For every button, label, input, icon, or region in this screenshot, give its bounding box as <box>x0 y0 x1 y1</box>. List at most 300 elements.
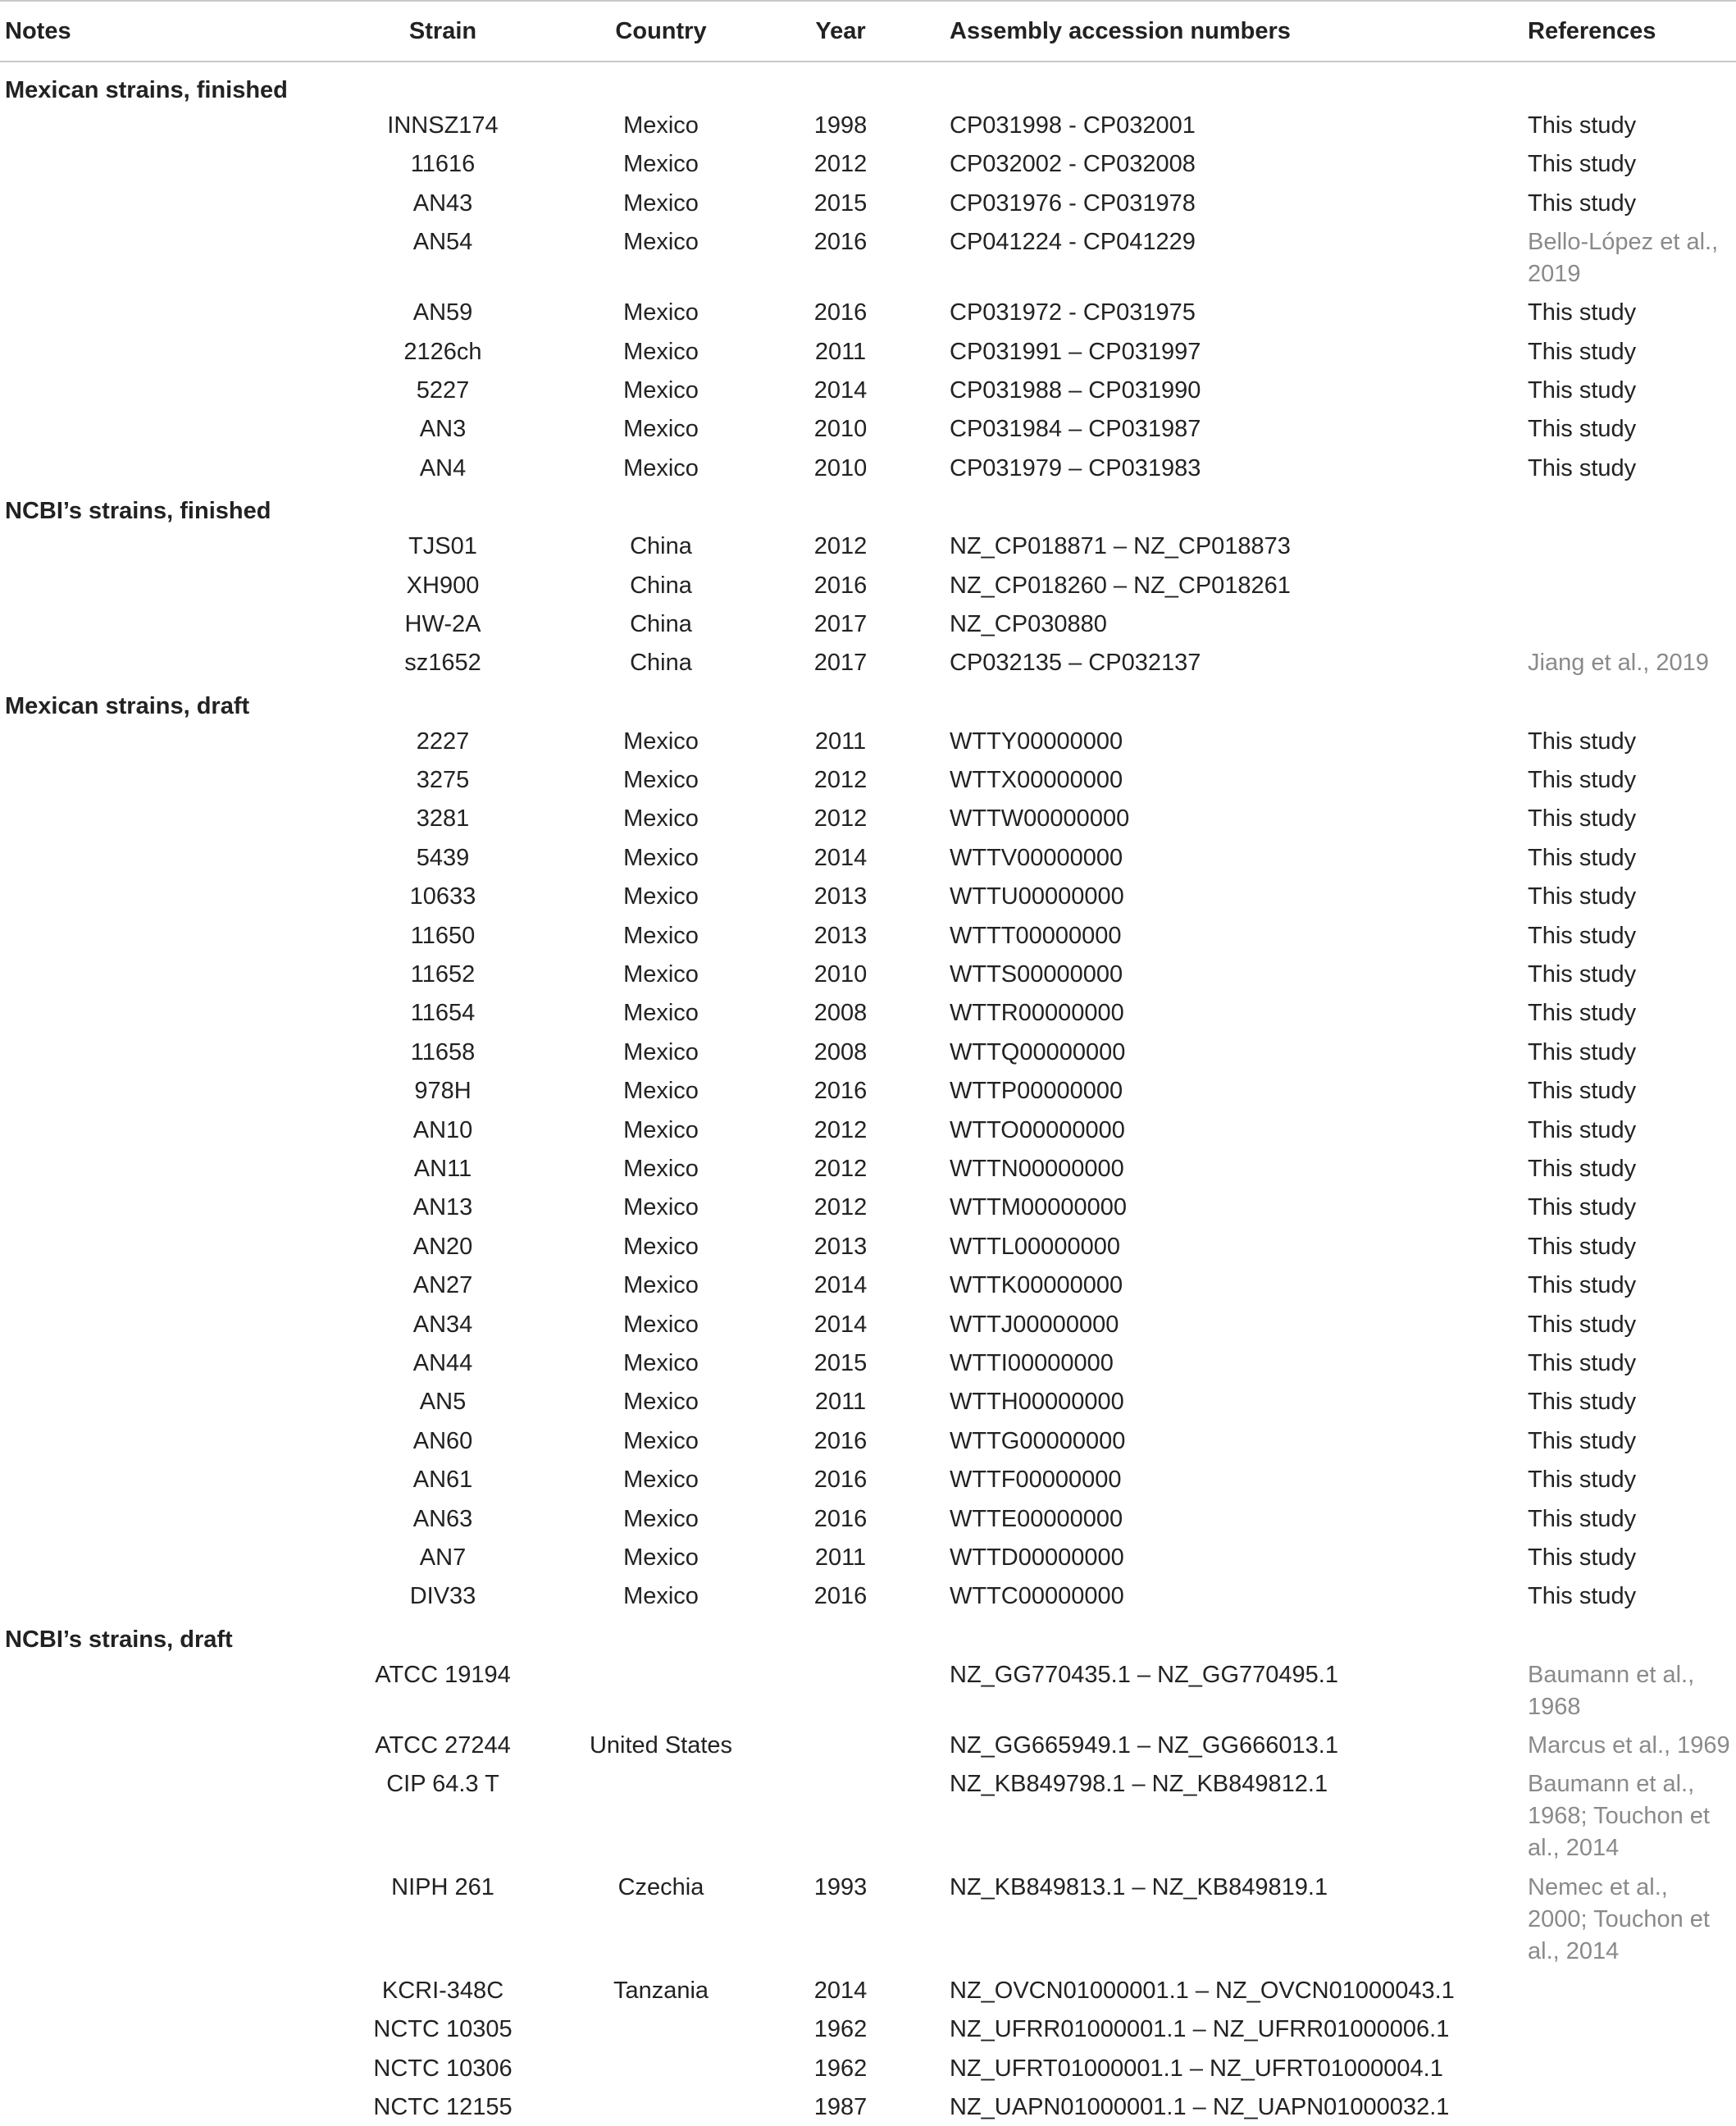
strain-cell-text: NCTC 12155 <box>373 2094 513 2121</box>
country-cell-text: Mexico <box>623 728 699 755</box>
table-row <box>0 1067 1736 1106</box>
reference-cell <box>1528 1037 1733 1069</box>
strain-cell-text: 10633 <box>409 883 476 910</box>
accession-cell <box>950 1768 1328 1800</box>
accession-cell <box>950 413 1201 445</box>
year-cell-text: 2013 <box>813 1233 868 1260</box>
reference-cell <box>1528 1115 1733 1147</box>
reference-cell-text: This study <box>1528 1467 1637 1494</box>
strain-cell-text: CIP 64.3 T <box>386 1771 499 1798</box>
table-row <box>0 445 1736 483</box>
table-row <box>0 140 1736 179</box>
year-cell-text: 2016 <box>813 1427 868 1454</box>
strain-cell-text: AN13 <box>412 1194 473 1221</box>
reference-cell[interactable] <box>1528 1659 1733 1723</box>
country-cell-text: Mexico <box>623 1583 699 1610</box>
year-cell-text: 2010 <box>813 961 868 988</box>
accession-cell <box>950 453 1201 485</box>
accession-cell-text: WTTC00000000 <box>950 1583 1124 1610</box>
year-cell-text: 2012 <box>813 1194 868 1221</box>
country-cell-text: Mexico <box>623 1194 699 1221</box>
reference-cell <box>1528 1542 1733 1574</box>
accession-cell <box>950 1192 1127 1224</box>
accession-cell <box>950 1426 1125 1458</box>
reference-cell[interactable] <box>1528 1730 1733 1762</box>
reference-cell-text: This study <box>1528 1000 1637 1027</box>
table-row <box>0 2083 1736 2122</box>
reference-cell <box>1528 1348 1733 1380</box>
year-cell-text: 2017 <box>813 650 868 677</box>
year-cell-text: 2016 <box>813 1505 868 1532</box>
reference-cell <box>1528 1309 1733 1341</box>
accession-cell-text: CP031988 – CP031990 <box>950 376 1201 404</box>
reference-cell <box>1528 413 1733 445</box>
accession-cell <box>950 1348 1114 1380</box>
accession-cell <box>950 1659 1338 1691</box>
strain-cell-text: AN20 <box>412 1233 473 1260</box>
table-row <box>0 1760 1736 1864</box>
country-cell-text: Mexico <box>623 112 699 139</box>
accession-cell <box>950 148 1196 180</box>
reference-cell <box>1528 1231 1733 1263</box>
reference-cell-text: This study <box>1528 416 1637 443</box>
table-row <box>0 1864 1736 1967</box>
country-cell-text: Mexico <box>623 151 699 178</box>
country-cell-text: Mexico <box>623 416 699 443</box>
strain-cell-text: HW-2A <box>404 610 481 637</box>
reference-cell-text: This study <box>1528 1233 1637 1260</box>
country-cell-text: Mexico <box>623 1233 699 1260</box>
country-cell-text: Mexico <box>623 1389 699 1416</box>
country-cell-text: Czechia <box>617 1874 704 1901</box>
accession-cell <box>950 2053 1443 2085</box>
reference-cell-text: This study <box>1528 1544 1637 1571</box>
accession-cell <box>950 226 1196 258</box>
year-cell-text: 2014 <box>813 1311 868 1338</box>
strain-cell-text: AN59 <box>412 299 473 326</box>
strain-cell-text: ATCC 19194 <box>375 1661 511 1688</box>
country-cell-text: United States <box>589 1731 733 1759</box>
strain-cell-text: AN10 <box>412 1116 473 1143</box>
accession-cell <box>950 188 1196 220</box>
table-row <box>0 834 1736 873</box>
reference-cell-text: This study <box>1528 454 1637 481</box>
reference-cell[interactable] <box>1528 1768 1733 1864</box>
reference-cell[interactable] <box>1528 226 1733 290</box>
accession-cell-text: CP031984 – CP031987 <box>950 416 1201 443</box>
reference-cell-text: Bello-López et al., 2019 <box>1528 229 1719 288</box>
year-cell-text: 2016 <box>813 572 868 599</box>
year-cell-text: 2008 <box>813 1000 868 1027</box>
strain-cell-text: 11658 <box>410 1038 476 1065</box>
table-header <box>0 0 1736 62</box>
accession-cell-text: WTTG00000000 <box>950 1427 1126 1454</box>
reference-cell-text: This study <box>1528 1272 1637 1299</box>
accession-cell-text: NZ_OVCN01000001.1 – NZ_OVCN01000043.1 <box>950 1978 1455 2005</box>
accession-cell-text: NZ_CP030880 <box>950 610 1107 637</box>
accession-cell <box>950 1542 1124 1574</box>
accession-cell <box>950 1270 1123 1302</box>
reference-cell-text: Baumann et al., 1968; Touchon et al., 2014 <box>1528 1771 1710 1862</box>
accession-cell-text: WTTV00000000 <box>950 844 1123 871</box>
year-cell-text: 1993 <box>813 1874 868 1901</box>
reference-cell <box>1528 959 1733 991</box>
accession-cell-text: CP031979 – CP031983 <box>950 454 1201 481</box>
year-cell-text: 2012 <box>813 151 868 178</box>
accession-cell-text: NZ_UFRT01000001.1 – NZ_UFRT01000004.1 <box>950 2055 1443 2082</box>
country-cell-text: Mexico <box>623 1311 699 1338</box>
year-cell-text: 2014 <box>813 1272 868 1299</box>
strain-cell-text: INNSZ174 <box>387 112 499 139</box>
reference-cell <box>1528 881 1733 913</box>
strain-cell-text: AN4 <box>419 454 467 481</box>
table-row <box>0 756 1736 795</box>
reference-cell <box>1528 997 1733 1029</box>
table-row <box>0 2045 1736 2083</box>
table-row <box>0 1967 1736 2005</box>
accession-cell <box>950 1037 1125 1069</box>
year-cell-text: 2011 <box>814 728 867 755</box>
table-row <box>0 912 1736 951</box>
year-cell-text: 2011 <box>814 1544 867 1571</box>
strain-cell-text: KCRI-348C <box>381 1978 504 2005</box>
table-row <box>0 1029 1736 1067</box>
strain-cell-text: AN61 <box>412 1467 473 1494</box>
strain-cell-text: AN3 <box>419 416 467 443</box>
table-row <box>0 1301 1736 1339</box>
accession-cell <box>950 997 1124 1029</box>
accession-cell-text: WTTM00000000 <box>950 1194 1127 1221</box>
reference-cell <box>1528 1153 1733 1185</box>
year-cell-text: 2013 <box>813 922 868 949</box>
reference-cell-text: This study <box>1528 299 1637 326</box>
header-accession: Assembly accession numbers <box>950 18 1291 44</box>
reference-cell-text: This study <box>1528 844 1637 871</box>
table-row <box>0 873 1736 911</box>
reference-cell-text: This study <box>1528 1389 1637 1416</box>
accession-cell <box>950 1153 1124 1185</box>
strain-cell-text: AN11 <box>413 1155 472 1182</box>
strain-cell-text: AN7 <box>419 1544 467 1571</box>
year-cell-text: 2016 <box>813 229 868 256</box>
strain-cell-text: NIPH 261 <box>391 1874 494 1901</box>
country-cell-text: Mexico <box>623 338 699 365</box>
country-cell-text: China <box>630 533 692 560</box>
year-cell-text: 2012 <box>813 767 868 794</box>
strain-cell-text: 5227 <box>416 376 470 404</box>
country-cell-text: Mexico <box>623 883 699 910</box>
country-cell-text: China <box>630 572 692 599</box>
country-cell-text: Tanzania <box>613 1978 709 2005</box>
accession-cell <box>950 842 1123 874</box>
year-cell-text: 2012 <box>813 1116 868 1143</box>
reference-cell <box>1528 1192 1733 1224</box>
country-cell-text: Mexico <box>623 844 699 871</box>
accession-cell-text: WTTY00000000 <box>950 728 1123 755</box>
year-cell-text: 2016 <box>813 1467 868 1494</box>
reference-cell-text: This study <box>1528 805 1637 833</box>
country-cell-text: Mexico <box>623 767 699 794</box>
accession-cell <box>950 1872 1328 1904</box>
accession-cell-text: WTTR00000000 <box>950 1000 1124 1027</box>
country-cell-text: Mexico <box>623 1544 699 1571</box>
accession-cell-text: NZ_UFRR01000001.1 – NZ_UFRR01000006.1 <box>950 2016 1450 2043</box>
country-cell-text: Mexico <box>623 299 699 326</box>
table-row <box>0 1378 1736 1417</box>
accession-cell-text: NZ_GG665949.1 – NZ_GG666013.1 <box>950 1731 1338 1759</box>
accession-cell <box>950 110 1196 142</box>
reference-cell <box>1528 375 1733 407</box>
reference-cell <box>1528 297 1733 329</box>
year-cell-text: 2011 <box>814 1389 867 1416</box>
accession-cell <box>950 2092 1449 2124</box>
reference-cell <box>1528 1270 1733 1302</box>
accession-cell <box>950 764 1123 796</box>
reference-cell-text: This study <box>1528 189 1637 217</box>
accession-cell-text: CP031972 - CP031975 <box>950 299 1196 326</box>
reference-cell <box>1528 920 1733 952</box>
year-cell-text: 1987 <box>813 2094 868 2121</box>
year-cell-text: 2014 <box>813 1978 868 2005</box>
year-cell-text: 2011 <box>814 338 867 365</box>
table-row <box>0 1534 1736 1572</box>
year-cell-text: 2012 <box>813 1155 868 1182</box>
year-cell-text: 2012 <box>813 805 868 833</box>
table-row <box>0 328 1736 367</box>
reference-cell-text: This study <box>1528 961 1637 988</box>
accession-cell <box>950 1309 1119 1341</box>
year-cell-text: 2017 <box>813 610 868 637</box>
table-row <box>0 1261 1736 1300</box>
table-row <box>0 639 1736 677</box>
strain-cell-text: 5439 <box>416 844 470 871</box>
accession-cell <box>950 1231 1120 1263</box>
reference-cell[interactable] <box>1528 1872 1733 1968</box>
strain-cell-text: AN34 <box>412 1311 473 1338</box>
strain-cell-text: AN27 <box>412 1272 473 1299</box>
country-cell-text: Mexico <box>623 1116 699 1143</box>
table-row <box>0 2005 1736 2044</box>
strain-cell-text: AN44 <box>412 1349 473 1376</box>
header-year: Year <box>815 18 866 44</box>
reference-cell <box>1528 1464 1733 1496</box>
reference-cell-text: This study <box>1528 1311 1637 1338</box>
accession-cell-text: NZ_UAPN01000001.1 – NZ_UAPN01000032.1 <box>950 2094 1450 2121</box>
year-cell-text: 1962 <box>813 2055 868 2082</box>
reference-cell <box>1528 1426 1733 1458</box>
table-row <box>0 562 1736 600</box>
accession-cell-text: CP032135 – CP032137 <box>950 650 1201 677</box>
year-cell-text: 2015 <box>813 1349 868 1376</box>
table-row <box>0 405 1736 444</box>
table-row <box>0 718 1736 756</box>
year-cell-text: 2012 <box>813 533 868 560</box>
accession-cell-text: WTTE00000000 <box>950 1505 1123 1532</box>
table-row <box>0 1495 1736 1534</box>
table-row <box>0 1106 1736 1145</box>
accession-cell <box>950 1581 1124 1613</box>
reference-cell <box>1528 148 1733 180</box>
accession-cell-text: NZ_KB849813.1 – NZ_KB849819.1 <box>950 1874 1328 1901</box>
accession-cell-text: WTTQ00000000 <box>950 1038 1126 1065</box>
strain-cell-text: ATCC 27244 <box>375 1731 511 1759</box>
table-row <box>0 600 1736 639</box>
accession-cell <box>950 647 1201 679</box>
strain-cell-text: XH900 <box>406 572 480 599</box>
accession-cell-text: NZ_KB849798.1 – NZ_KB849812.1 <box>950 1771 1328 1798</box>
accession-cell-text: CP032002 - CP032008 <box>950 151 1196 178</box>
table-row <box>0 367 1736 405</box>
reference-cell-text: This study <box>1528 1116 1637 1143</box>
strain-cell-text: 3275 <box>416 767 470 794</box>
accession-cell <box>950 1115 1125 1147</box>
reference-cell-text: This study <box>1528 1349 1637 1376</box>
accession-cell <box>950 609 1107 641</box>
country-cell-text: Mexico <box>623 1155 699 1182</box>
accession-cell <box>950 336 1201 368</box>
strain-cell-text: NCTC 10306 <box>373 2055 513 2082</box>
reference-cell-text: Marcus et al., 1969 <box>1528 1731 1730 1759</box>
table-row <box>0 1417 1736 1456</box>
reference-cell-text: This study <box>1528 151 1637 178</box>
reference-cell <box>1528 726 1733 758</box>
accession-cell-text: NZ_CP018871 – NZ_CP018873 <box>950 533 1291 560</box>
reference-cell[interactable] <box>1528 647 1733 679</box>
accession-cell <box>950 726 1123 758</box>
reference-cell <box>1528 803 1733 835</box>
header-strain: Strain <box>408 18 477 44</box>
accession-cell-text: WTTJ00000000 <box>950 1311 1119 1338</box>
year-cell-text: 2008 <box>813 1038 868 1065</box>
country-cell-text: Mexico <box>623 189 699 217</box>
reference-cell-text: This study <box>1528 883 1637 910</box>
strain-cell-text: AN54 <box>412 229 473 256</box>
accession-cell-text: CP041224 - CP041229 <box>950 229 1196 256</box>
year-cell-text: 1998 <box>813 112 868 139</box>
accession-cell <box>950 803 1129 835</box>
reference-cell <box>1528 842 1733 874</box>
table-row <box>0 795 1736 833</box>
accession-cell <box>950 959 1123 991</box>
reference-cell-text: This study <box>1528 922 1637 949</box>
country-cell-text: Mexico <box>623 1078 699 1105</box>
accession-cell-text: CP031991 – CP031997 <box>950 338 1201 365</box>
reference-cell-text: This study <box>1528 767 1637 794</box>
country-cell-text: China <box>630 610 692 637</box>
section-title: NCBI’s strains, finished <box>5 498 271 525</box>
reference-cell <box>1528 188 1733 220</box>
accession-cell-text: WTTP00000000 <box>950 1078 1123 1105</box>
country-cell-text: Mexico <box>623 1349 699 1376</box>
accession-cell <box>950 881 1124 913</box>
accession-cell-text: WTTK00000000 <box>950 1272 1123 1299</box>
accession-cell <box>950 920 1122 952</box>
table-row <box>0 951 1736 989</box>
table-row <box>0 102 1736 140</box>
year-cell-text: 2016 <box>813 1078 868 1105</box>
strain-cell-text: 2126ch <box>403 338 482 365</box>
country-cell-text: Mexico <box>623 1038 699 1065</box>
country-cell-text: Mexico <box>623 805 699 833</box>
section-heading <box>0 62 1736 102</box>
reference-cell <box>1528 336 1733 368</box>
accession-cell-text: CP031998 - CP032001 <box>950 112 1196 139</box>
reference-cell-text: This study <box>1528 728 1637 755</box>
accession-cell-text: WTTX00000000 <box>950 767 1123 794</box>
accession-cell <box>950 1730 1338 1762</box>
accession-cell <box>950 531 1291 563</box>
accession-cell <box>950 570 1291 602</box>
section-heading <box>0 483 1736 525</box>
reference-cell <box>1528 764 1733 796</box>
strain-cell-text: 11650 <box>410 922 476 949</box>
country-cell-text: Mexico <box>623 229 699 256</box>
strain-cell-text: 11652 <box>410 961 476 988</box>
section-title: Mexican strains, draft <box>5 692 250 719</box>
country-cell-text: Mexico <box>623 454 699 481</box>
strain-cell-text: AN43 <box>412 189 473 217</box>
strain-cell-text: TJS01 <box>408 533 477 560</box>
reference-cell-text: This study <box>1528 1505 1637 1532</box>
accession-cell <box>950 1386 1124 1418</box>
reference-cell-text: This study <box>1528 1427 1637 1454</box>
header-references: References <box>1528 18 1656 44</box>
reference-cell-text: This study <box>1528 1038 1637 1065</box>
table-row <box>0 218 1736 289</box>
year-cell-text: 2014 <box>813 376 868 404</box>
accession-cell-text: WTTF00000000 <box>950 1467 1122 1494</box>
table-row <box>0 522 1736 561</box>
accession-cell-text: WTTD00000000 <box>950 1544 1124 1571</box>
reference-cell <box>1528 1075 1733 1107</box>
accession-cell <box>950 1503 1123 1535</box>
table-row <box>0 1145 1736 1184</box>
reference-cell <box>1528 1503 1733 1535</box>
reference-cell <box>1528 1581 1733 1613</box>
year-cell-text: 2016 <box>813 299 868 326</box>
reference-cell <box>1528 1386 1733 1418</box>
year-cell-text: 1962 <box>813 2016 868 2043</box>
year-cell-text: 2010 <box>813 454 868 481</box>
header-country: Country <box>615 18 707 44</box>
table-row <box>0 1223 1736 1261</box>
accession-cell-text: WTTH00000000 <box>950 1389 1124 1416</box>
section-title: Mexican strains, finished <box>5 77 288 103</box>
table-row <box>0 289 1736 327</box>
year-cell-text: 2015 <box>813 189 868 217</box>
country-cell-text: Mexico <box>623 961 699 988</box>
table-body <box>0 62 1736 2123</box>
table-row <box>0 1339 1736 1378</box>
strain-cell-text: 11654 <box>410 1000 476 1027</box>
accession-cell-text: WTTO00000000 <box>950 1116 1125 1143</box>
reference-cell-text: This study <box>1528 1583 1637 1610</box>
year-cell-text: 2013 <box>813 883 868 910</box>
country-cell-text: Mexico <box>623 376 699 404</box>
accession-cell-text: WTTN00000000 <box>950 1155 1124 1182</box>
accession-cell-text: WTTL00000000 <box>950 1233 1120 1260</box>
strain-cell-text: AN63 <box>412 1505 473 1532</box>
reference-cell-text: This study <box>1528 376 1637 404</box>
section-title: NCBI’s strains, draft <box>5 1626 233 1653</box>
reference-cell-text: Jiang et al., 2019 <box>1528 650 1709 677</box>
table-row <box>0 1572 1736 1611</box>
accession-cell-text: WTTW00000000 <box>950 805 1130 833</box>
strain-cell-text: NCTC 10305 <box>373 2016 513 2043</box>
reference-cell <box>1528 453 1733 485</box>
year-cell-text: 2014 <box>813 844 868 871</box>
table-row <box>0 1722 1736 1760</box>
